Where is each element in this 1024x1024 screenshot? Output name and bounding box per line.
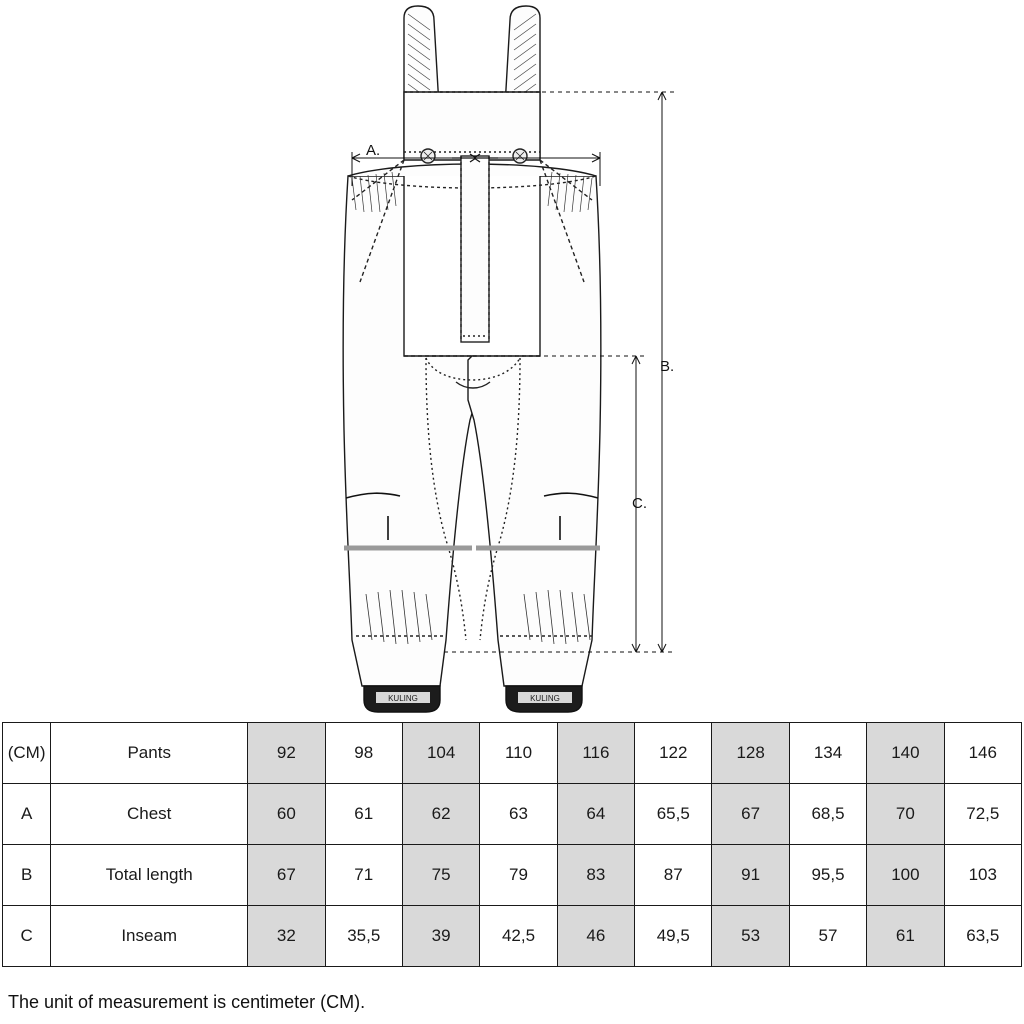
table-row — [3, 845, 1022, 906]
size-header-146: 146 — [944, 723, 1021, 784]
measure-label-a: A. — [366, 142, 381, 159]
row-name-chest: Chest — [51, 784, 248, 845]
cell-total-length-128: 91 — [712, 845, 789, 906]
row-code-b: B — [3, 845, 51, 906]
measure-label-b: B. — [660, 358, 675, 375]
size-header-122: 122 — [635, 723, 712, 784]
cell-total-length-116: 83 — [557, 845, 634, 906]
cell-chest-116: 64 — [557, 784, 634, 845]
brand-tag-left-text: KULING — [388, 694, 418, 703]
size-header-104: 104 — [402, 723, 479, 784]
cell-total-length-140: 100 — [867, 845, 944, 906]
cell-inseam-146: 63,5 — [944, 906, 1021, 967]
cell-total-length-122: 87 — [635, 845, 712, 906]
size-table — [2, 722, 1022, 967]
size-header-98: 98 — [325, 723, 402, 784]
row-code-c: C — [3, 906, 51, 967]
table-header-row — [3, 723, 1022, 784]
cell-chest-98: 61 — [325, 784, 402, 845]
cell-chest-146: 72,5 — [944, 784, 1021, 845]
unit-header: (CM) — [3, 723, 51, 784]
cell-inseam-98: 35,5 — [325, 906, 402, 967]
cell-total-length-146: 103 — [944, 845, 1021, 906]
cell-total-length-110: 79 — [480, 845, 557, 906]
cell-chest-128: 67 — [712, 784, 789, 845]
size-table-wrapper — [0, 722, 1024, 967]
size-header-110: 110 — [480, 723, 557, 784]
cell-total-length-104: 75 — [402, 845, 479, 906]
cell-chest-122: 65,5 — [635, 784, 712, 845]
cell-inseam-122: 49,5 — [635, 906, 712, 967]
cell-inseam-134: 57 — [789, 906, 866, 967]
cell-chest-110: 63 — [480, 784, 557, 845]
size-header-128: 128 — [712, 723, 789, 784]
table-row — [3, 906, 1022, 967]
cell-inseam-92: 32 — [248, 906, 325, 967]
row-code-a: A — [3, 784, 51, 845]
cell-chest-104: 62 — [402, 784, 479, 845]
row-name-inseam: Inseam — [51, 906, 248, 967]
cell-inseam-116: 46 — [557, 906, 634, 967]
cell-inseam-140: 61 — [867, 906, 944, 967]
cell-total-length-92: 67 — [248, 845, 325, 906]
row-name-total-length: Total length — [51, 845, 248, 906]
size-header-116: 116 — [557, 723, 634, 784]
size-header-140: 140 — [867, 723, 944, 784]
cell-chest-92: 60 — [248, 784, 325, 845]
cell-total-length-134: 95,5 — [789, 845, 866, 906]
size-header-134: 134 — [789, 723, 866, 784]
table-row — [3, 784, 1022, 845]
size-header-92: 92 — [248, 723, 325, 784]
cell-chest-140: 70 — [867, 784, 944, 845]
cell-inseam-128: 53 — [712, 906, 789, 967]
unit-footnote: The unit of measurement is centimeter (CM). — [8, 992, 366, 1012]
brand-tag-right-text: KULING — [530, 694, 560, 703]
product-header: Pants — [51, 723, 248, 784]
cell-total-length-98: 71 — [325, 845, 402, 906]
cell-inseam-110: 42,5 — [480, 906, 557, 967]
cell-inseam-104: 39 — [402, 906, 479, 967]
measure-label-c: C. — [632, 495, 647, 512]
cell-chest-134: 68,5 — [789, 784, 866, 845]
